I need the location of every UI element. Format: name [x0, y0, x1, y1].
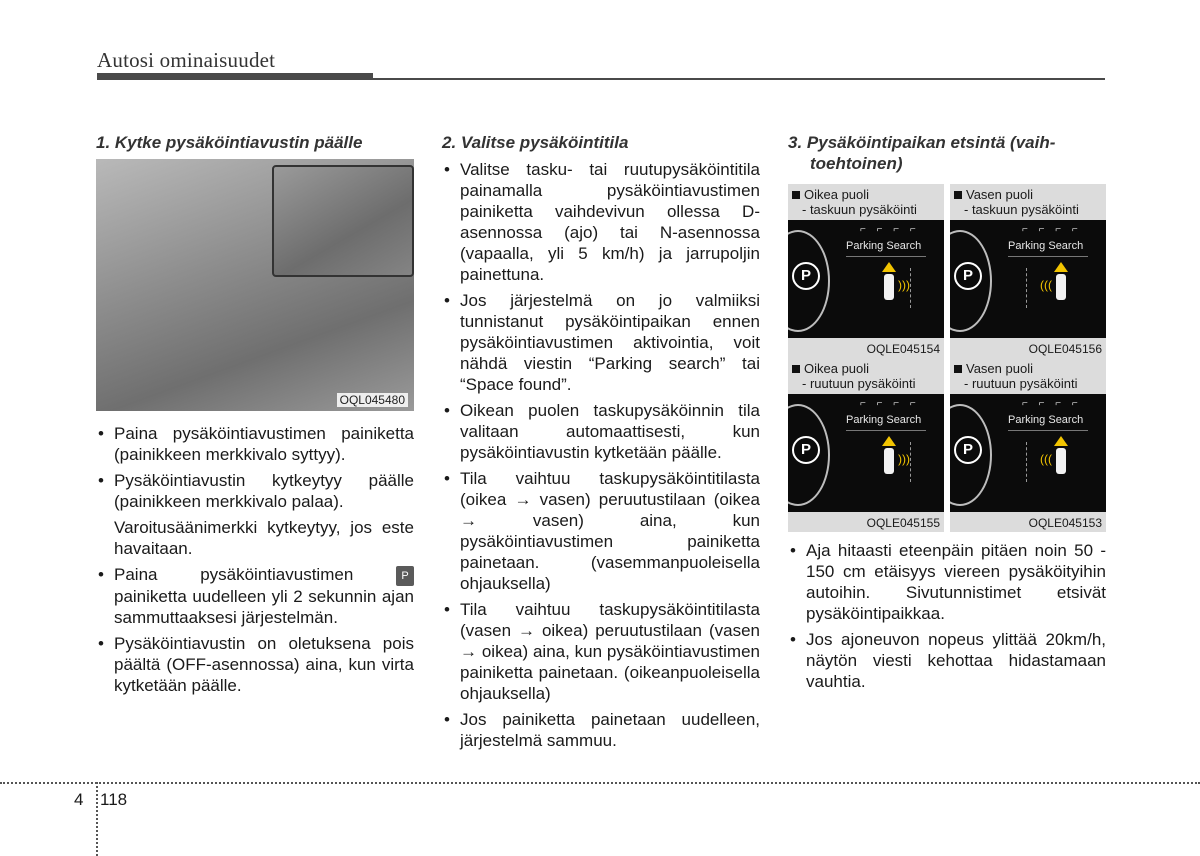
- parking-button-photo: [96, 159, 414, 411]
- column-3: [788, 128, 1106, 697]
- section-heading-2: 2. Valitse pysäköintitila: [442, 133, 629, 152]
- square-bullet-icon: [954, 191, 962, 199]
- section-heading-1: 1. Kytke pysäköintiavustin päälle: [96, 133, 363, 152]
- parking-p-icon: P: [792, 436, 820, 464]
- screen-label: [788, 358, 944, 394]
- parking-slots-icon: [1026, 442, 1037, 482]
- sensor-wave-icon: ))): [898, 452, 910, 466]
- display-divider: [1008, 430, 1088, 431]
- sensor-wave-icon: (((: [1040, 278, 1052, 292]
- screen-cell: [950, 358, 1106, 532]
- car-icon: [884, 274, 894, 300]
- car-icon: [884, 448, 894, 474]
- header-rule-thin: [373, 78, 1105, 80]
- screen-mode: - taskuun pysäköinti: [964, 202, 1079, 217]
- parking-slots-icon: [910, 268, 921, 308]
- mode-icons: ⌐ ⌐ ⌐ ⌐: [860, 224, 920, 235]
- page-number-value: 118: [100, 790, 128, 809]
- parking-p-icon: P: [954, 436, 982, 464]
- figure-code: OQLE045156: [950, 338, 1106, 358]
- heading-line-1: 3. Pysäköintipaikan etsintä (vaih-: [788, 133, 1056, 152]
- list-item: • Jos järjestelmä on jo valmiiksi tunnistanut pysäköintipaikan ennen pysäköintiavustimen aktivointia, voit nähdä viestin “Parking search” tai “Space found”.: [442, 290, 760, 395]
- screen-side: Vasen puoli: [966, 361, 1033, 376]
- direction-arrow-icon: [882, 262, 896, 272]
- footer-dotted-divider: [96, 782, 98, 856]
- screen-cell: [788, 358, 944, 532]
- screen-side: Vasen puoli: [966, 187, 1033, 202]
- parking-assist-button-icon: P: [396, 566, 414, 586]
- direction-arrow-icon: [1054, 262, 1068, 272]
- parking-p-icon: P: [954, 262, 982, 290]
- parking-slots-icon: [1026, 268, 1037, 308]
- screen-mode: - ruutuun pysäköinti: [964, 376, 1078, 391]
- display-text: Parking Search: [1008, 414, 1084, 426]
- screen-label: [788, 184, 944, 220]
- display-divider: [846, 256, 926, 257]
- car-icon: [1056, 448, 1066, 474]
- bullet-text-after-icon: painiketta uudelleen yli 2 sekunnin ajan sammuttaaksesi järjestelmän.: [114, 586, 414, 627]
- display-divider: [1008, 256, 1088, 257]
- cluster-display: [788, 394, 944, 512]
- car-icon: [1056, 274, 1066, 300]
- screen-side: Oikea puoli: [804, 361, 870, 376]
- list-item: • Valitse tasku- tai ruutupysäköintitila painamalla pysäköintiavustimen painiketta vaihdevivun ollessa D-asennossa (ajo) tai N-asennossa (vapaalla, yli 5 km/h) ja jarrupoljin painettuna.: [442, 159, 760, 285]
- screen-label: [950, 184, 1106, 220]
- square-bullet-icon: [792, 191, 800, 199]
- list-item: • Tila vaihtuu taskupysäköintitilasta (vasen → oikea) peruutustilaan (vasen → oikea) aina, kun pysäköintiavustimen painiketta painetaan. (oikeanpuoleisella ohjauksella): [442, 599, 760, 704]
- photo-caption: OQL045480: [337, 393, 408, 407]
- direction-arrow-icon: [882, 436, 896, 446]
- mode-icons: ⌐ ⌐ ⌐ ⌐: [860, 398, 920, 409]
- list-item: • Pysäköintiavustin on oletuksena pois päältä (OFF-asennossa) aina, kun virta kytketään päälle.: [96, 633, 414, 696]
- column-1: [96, 128, 414, 701]
- figure-code: OQLE045153: [950, 512, 1106, 532]
- column-1-bullets-2: [96, 564, 414, 696]
- cluster-display: [788, 220, 944, 338]
- footer-dotted-rule: [0, 782, 1200, 784]
- chapter-number: 4: [74, 790, 84, 809]
- list-item: • Jos painiketta painetaan uudelleen, järjestelmä sammuu.: [442, 709, 760, 751]
- screen-label: [950, 358, 1106, 394]
- column-3-bullets: [788, 540, 1106, 692]
- list-item: • Pysäköintiavustin kytkeytyy päälle (painikkeen merkkivalo palaa).: [96, 470, 414, 512]
- list-item: • Paina pysäköintiavustimen painiketta (painikkeen merkkivalo syttyy).: [96, 423, 414, 465]
- parking-p-icon: P: [792, 262, 820, 290]
- column-2: [442, 128, 760, 756]
- display-text: Parking Search: [846, 414, 922, 426]
- section-heading-3: [788, 132, 1106, 174]
- list-item: [96, 564, 414, 628]
- photo-inset-closeup: [272, 165, 414, 277]
- list-item: • Oikean puolen taskupysäköinnin tila valitaan automaattisesti, kun pysäköintiavustin kytketään päälle.: [442, 400, 760, 463]
- screen-row-top: [788, 184, 1106, 358]
- column-1-bullets: [96, 423, 414, 512]
- figure-code: OQLE045154: [788, 338, 944, 358]
- cluster-display: [950, 220, 1106, 338]
- mode-icons: ⌐ ⌐ ⌐ ⌐: [1022, 224, 1082, 235]
- cluster-display: [950, 394, 1106, 512]
- column-2-bullets: [442, 159, 760, 751]
- sensor-wave-icon: (((: [1040, 452, 1052, 466]
- heading-line-2: toehtoinen): [810, 154, 903, 173]
- bullet-text-before-icon: Paina pysäköintiavustimen: [114, 565, 354, 584]
- header-title: Autosi ominaisuudet: [97, 48, 276, 72]
- screen-cell: [788, 184, 944, 358]
- sensor-wave-icon: ))): [898, 278, 910, 292]
- list-item: • Jos ajoneuvon nopeus ylittää 20km/h, näytön viesti kehottaa hidastamaan vauhtia.: [788, 629, 1106, 692]
- display-divider: [846, 430, 926, 431]
- sub-paragraph: Varoitusäänimerkki kytkeytyy, jos este havaitaan.: [114, 518, 414, 558]
- screen-row-bottom: [788, 358, 1106, 532]
- header-rule-thick: [97, 73, 373, 80]
- display-text: Parking Search: [1008, 240, 1084, 252]
- square-bullet-icon: [792, 365, 800, 373]
- display-text: Parking Search: [846, 240, 922, 252]
- parking-slots-icon: [910, 442, 921, 482]
- display-screens-grid: [788, 184, 1106, 532]
- square-bullet-icon: [954, 365, 962, 373]
- screen-mode: - taskuun pysäköinti: [802, 202, 917, 217]
- screen-cell: [950, 184, 1106, 358]
- screen-mode: - ruutuun pysäköinti: [802, 376, 916, 391]
- list-item: • Aja hitaasti eteenpäin pitäen noin 50 - 150 cm etäisyys viereen pysäköityihin autoihin. Sivutunnistimet etsivät pysäköintipaikkaa.: [788, 540, 1106, 624]
- figure-code: OQLE045155: [788, 512, 944, 532]
- mode-icons: ⌐ ⌐ ⌐ ⌐: [1022, 398, 1082, 409]
- list-item: • Tila vaihtuu taskupysäköintitilasta (oikea → vasen) peruutustilaan (oikea → vasen) aina, kun pysäköintiavustimen painiketta painetaan. (vasemmanpuoleisella ohjauksella): [442, 468, 760, 594]
- direction-arrow-icon: [1054, 436, 1068, 446]
- screen-side: Oikea puoli: [804, 187, 870, 202]
